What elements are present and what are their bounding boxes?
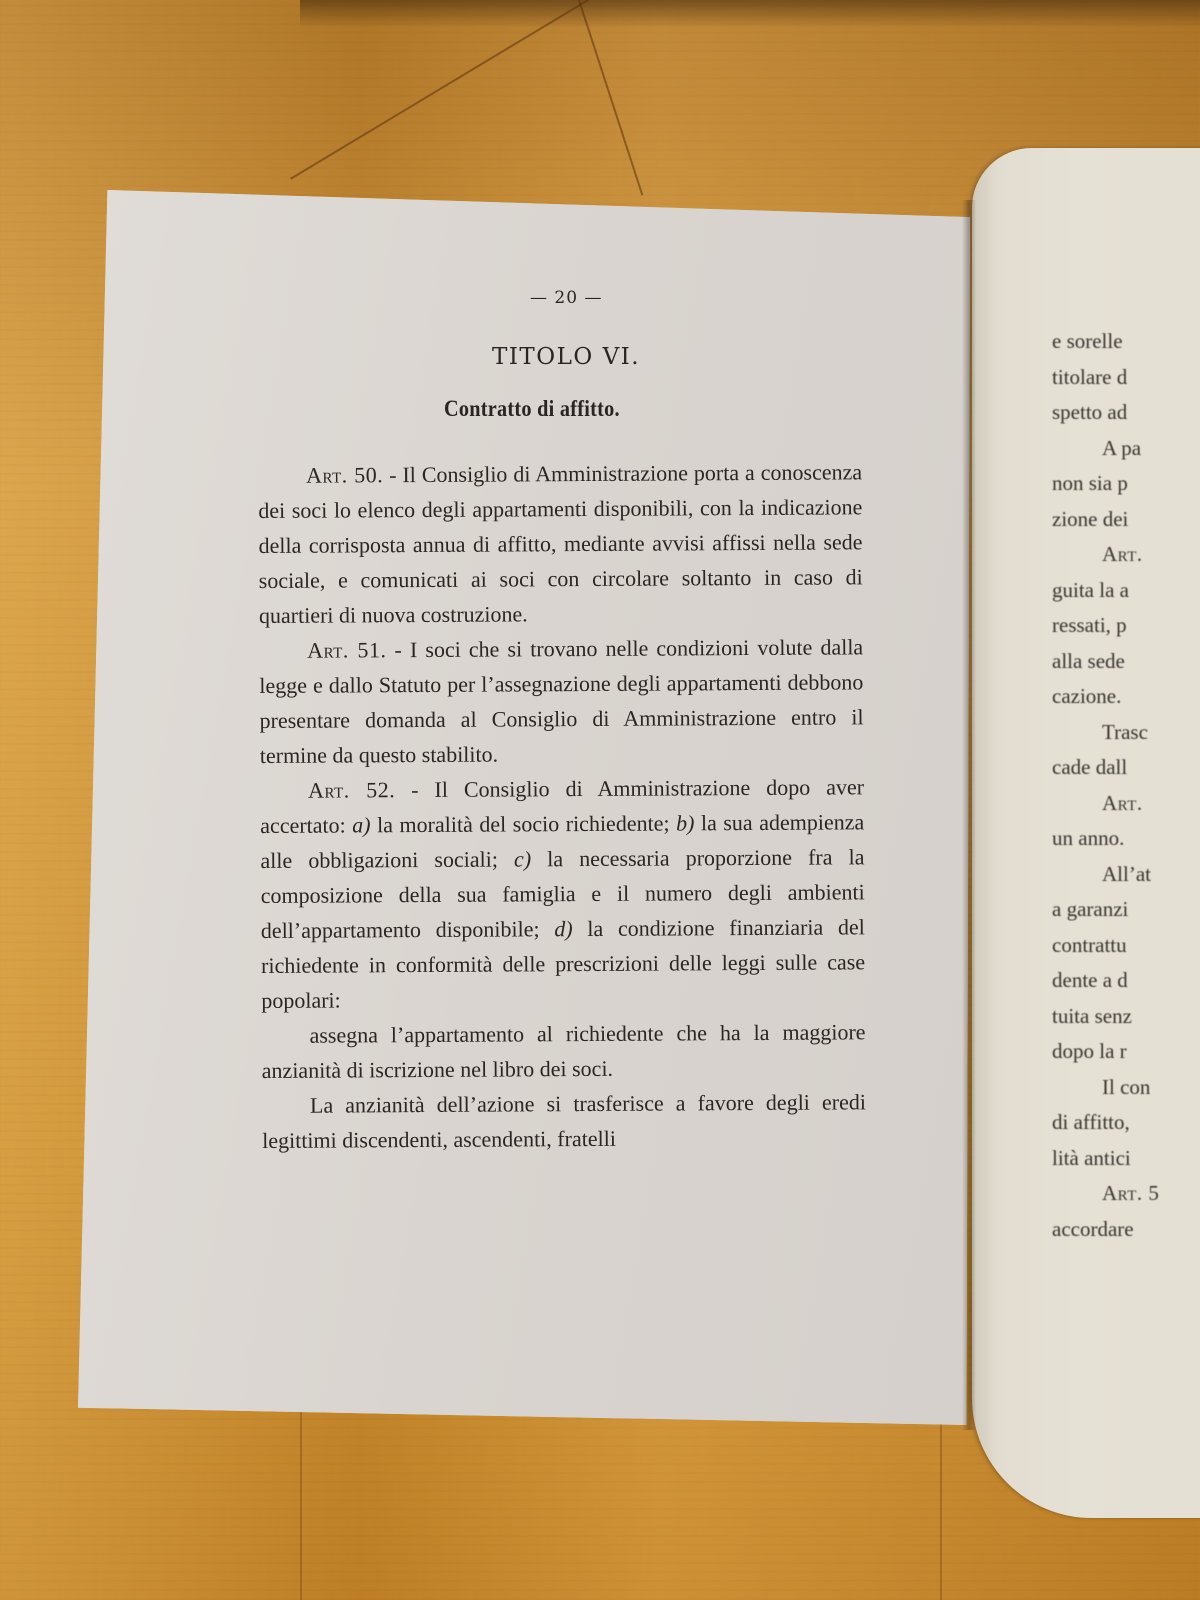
right-page-line: contrattu (1052, 932, 1127, 957)
paragraph-assegna: assegna l’appartamento al richiedente che ha la maggiore anzianità di iscrizione nel libro dei soci. (261, 1019, 866, 1083)
article-text: la sua adempienza alle obbligazioni sociali; (260, 809, 865, 873)
right-page-line: spetto ad (1052, 400, 1128, 424)
right-page-line: Art. (1102, 790, 1143, 815)
right-page-line: tuita senz (1052, 1003, 1132, 1028)
right-page-line: e sorelle (1052, 329, 1123, 353)
section-heading: TITOLO VI. (492, 344, 641, 370)
right-page-line: alla sede (1052, 648, 1125, 673)
article-text: - Il Consiglio di Amministrazione dopo aver accertato: (260, 774, 865, 838)
right-page-text-fragment (1052, 324, 1200, 1247)
right-page-line: Il con (1102, 1074, 1151, 1099)
article-label: Art. 50. (306, 462, 384, 488)
right-page-line: ressati, p (1052, 613, 1127, 637)
right-page-line: dente a d (1052, 968, 1128, 992)
article-51 (259, 629, 864, 773)
article-text: la condizione finanziaria del richiedente in conformità delle prescrizioni delle leggi sulle case popolari: (261, 914, 866, 1013)
table-edge-shadow (300, 0, 1200, 28)
right-page-line: lità antici (1052, 1145, 1131, 1170)
right-page-line: di affitto, (1052, 1110, 1130, 1134)
article-52 (260, 769, 865, 1018)
article-text: - Il Consiglio di Amministrazione porta a conoscenza dei soci lo elenco degli appartamenti disponibili, con la indicazione della corrisposta annua di affitto, mediante avvisi affissi nella sede sociale, e comunicati ai soci con circolare soltanto in caso di quartieri di nuova costruzione. (258, 459, 863, 628)
article-label: Art. 51. (307, 637, 387, 663)
right-page-line: A pa (1102, 435, 1142, 460)
right-page-line: Art. 5 (1102, 1181, 1160, 1205)
article-label: Art. 52. (307, 777, 396, 803)
right-page-line: guita la a (1052, 577, 1129, 602)
page-number: — 20 — (530, 288, 603, 308)
article-text: la necessaria proporzione fra la composizione della sua famiglia e il numero degli ambienti dell’appartamento disponibile; (260, 844, 865, 943)
wood-crack (579, 0, 644, 195)
body-text (258, 454, 866, 1158)
right-page-line: dopo la r (1052, 1039, 1127, 1063)
right-page-line: cazione. (1052, 684, 1122, 708)
list-marker: a) (352, 812, 371, 838)
right-page-line: titolare d (1052, 364, 1128, 389)
right-page-line: Art. (1102, 542, 1143, 566)
article-50 (258, 454, 863, 633)
right-page-line: accordare (1052, 1216, 1134, 1241)
right-page-line: un anno. (1052, 826, 1125, 850)
paragraph-anzianita: La anzianità dell’azione si trasferisce a favore degli eredi legittimi discendenti, ascendenti, fratelli (262, 1089, 867, 1153)
right-page-line: All’at (1102, 861, 1151, 886)
right-page-line: non sia p (1052, 471, 1128, 495)
article-text: la moralità del socio richiedente; (370, 810, 677, 838)
right-page-line: a garanzi (1052, 897, 1129, 921)
right-page-line: cade dall (1052, 755, 1128, 779)
list-marker: d) (554, 916, 573, 942)
book-gutter-shadow (962, 200, 976, 1430)
right-page-line: Trasc (1102, 719, 1148, 744)
list-marker: b) (675, 810, 695, 836)
section-subheading: Contratto di affitto. (444, 396, 620, 421)
list-marker: c) (513, 846, 532, 872)
article-text: - I soci che si trovano nelle condizioni volute dalla legge e dallo Statuto per l’assegnazione degli appartamenti debbono presentare domanda al Consiglio di Amministrazione entro il termine da questo stabilito. (259, 634, 864, 768)
right-page-line: zione dei (1052, 506, 1129, 531)
